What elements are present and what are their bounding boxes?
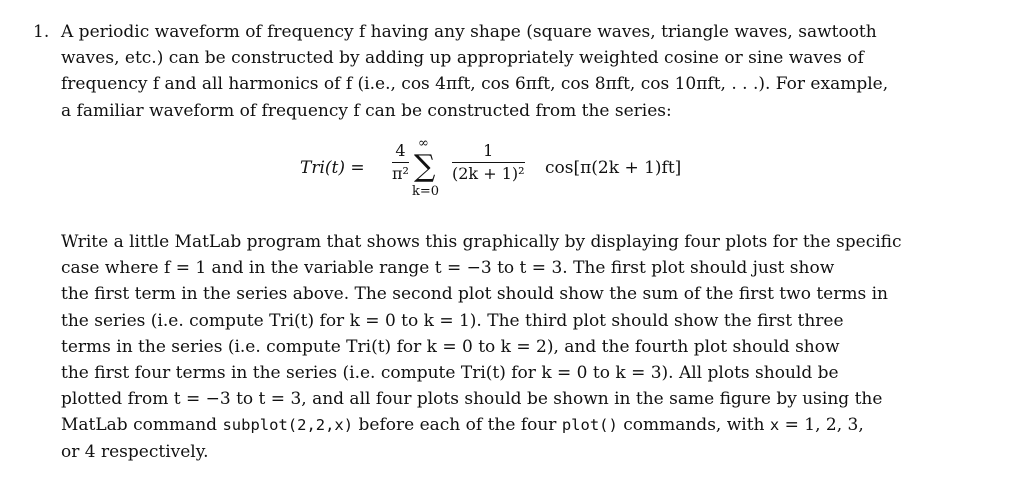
problem-number: 1. bbox=[33, 22, 50, 42]
task-line-8-text-c: commands, with bbox=[617, 415, 770, 436]
task-line-7: plotted from t = −3 to t = 3, and all four plots should be shown in the same figure by using the bbox=[61, 389, 883, 410]
task-line-8-text-a: MatLab command bbox=[61, 415, 223, 436]
fraction-bar bbox=[452, 162, 525, 163]
intro-line-1: A periodic waveform of frequency f having any shape (square waves, triangle waves, sawtooth bbox=[61, 22, 877, 42]
sum-upper-limit: ∞ bbox=[418, 136, 429, 151]
task-line-8-text-d: = 1, 2, 3, bbox=[779, 415, 864, 436]
coefficient-numerator: 4 bbox=[395, 141, 406, 160]
coefficient-denominator: π² bbox=[392, 164, 409, 183]
term-numerator: 1 bbox=[483, 141, 494, 160]
task-paragraph bbox=[61, 229, 951, 465]
task-line-3: the first term in the series above. The second plot should show the sum of the first two terms in bbox=[61, 284, 888, 305]
task-line-8 bbox=[61, 412, 951, 438]
subplot-code: subplot(2,2,x) bbox=[222, 416, 354, 435]
task-line-5: terms in the series (i.e. compute Tri(t) for k = 0 to k = 2), and the fourth plot should show bbox=[61, 336, 840, 357]
intro-line-3: frequency f and all harmonics of f (i.e., cos 4πft, cos 6πft, cos 8πft, cos 10πft, . . .). For example, bbox=[61, 74, 889, 95]
coefficient-fraction bbox=[392, 142, 409, 183]
x-code: x bbox=[769, 416, 780, 435]
sigma-symbol: ∑ bbox=[414, 149, 436, 184]
plot-code: plot() bbox=[561, 416, 618, 435]
equation-rhs: cos[π(2k + 1)ft] bbox=[545, 158, 682, 178]
task-line-1: Write a little MatLab program that shows this graphically by displaying four plots for the specific bbox=[61, 232, 902, 252]
series-equation bbox=[300, 138, 760, 218]
intro-line-2: waves, etc.) can be constructed by adding up appropriately weighted cosine or sine waves of bbox=[61, 48, 864, 69]
task-line-9: or 4 respectively. bbox=[61, 441, 209, 462]
task-line-2: case where f = 1 and in the variable range t = −3 to t = 3. The first plot should just show bbox=[61, 258, 835, 279]
task-line-8-text-b: before each of the four bbox=[353, 415, 562, 436]
equation-lhs: Tri(t) = bbox=[300, 158, 365, 178]
task-line-4: the series (i.e. compute Tri(t) for k = 0 to k = 1). The third plot should show the first three bbox=[61, 310, 844, 331]
task-line-6: the first four terms in the series (i.e. compute Tri(t) for k = 0 to k = 3). All plots should be bbox=[61, 363, 839, 384]
sum-lower-limit: k=0 bbox=[412, 184, 440, 199]
term-denominator: (2k + 1)² bbox=[452, 164, 525, 183]
intro-line-4: a familiar waveform of frequency f can be constructed from the series: bbox=[61, 100, 672, 121]
fraction-bar bbox=[392, 162, 409, 163]
term-fraction bbox=[452, 142, 525, 183]
intro-paragraph bbox=[61, 19, 951, 124]
